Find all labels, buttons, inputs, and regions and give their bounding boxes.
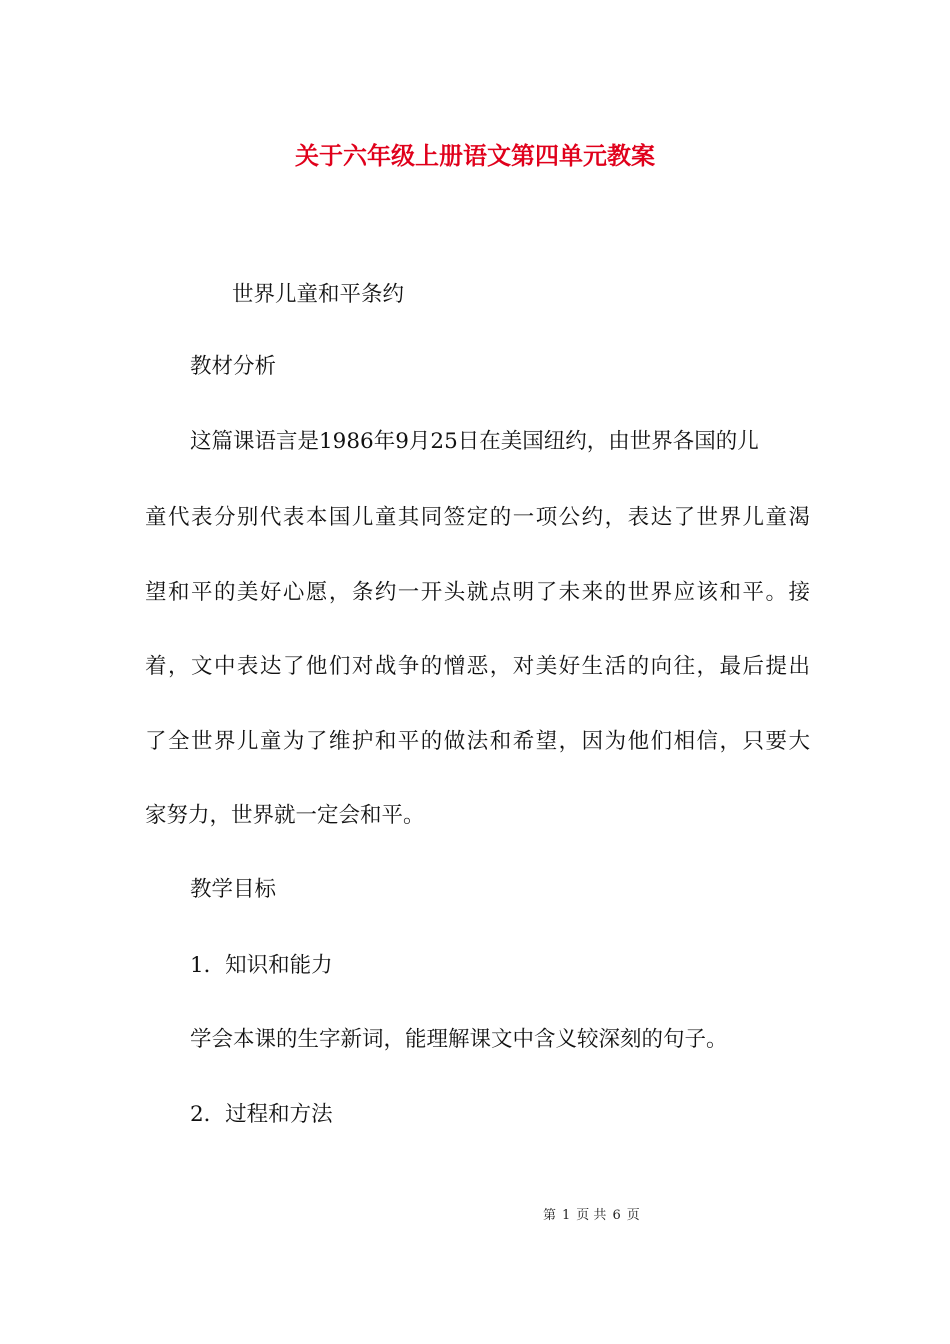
analysis-line-3: 望和平的美好心愿，条约一开头就点明了未来的世界应该和平。接 xyxy=(145,580,810,605)
heading-goals: 教学目标 xyxy=(190,877,277,902)
lesson-title: 世界儿童和平条约 xyxy=(232,282,405,307)
footer-total-pages: 6 xyxy=(612,1208,621,1223)
document-title: 关于六年级上册语文第四单元教案 xyxy=(295,141,655,170)
analysis-line-5: 了全世界儿童为了维护和平的做法和希望，因为他们相信，只要大 xyxy=(145,729,810,754)
footer-current-page: 1 xyxy=(562,1208,571,1223)
footer-prefix: 第 xyxy=(543,1208,557,1223)
goal2-heading: 2．过程和方法 xyxy=(190,1102,333,1127)
analysis-line-6: 家努力，世界就一定会和平。 xyxy=(145,803,425,828)
heading-analysis: 教材分析 xyxy=(190,354,277,379)
analysis-line-1: 这篇课语言是1986年9月25日在美国纽约，由世界各国的儿 xyxy=(190,429,759,454)
page-footer xyxy=(540,1206,740,1226)
goal1-text: 学会本课的生字新词，能理解课文中含义较深刻的句子。 xyxy=(190,1027,728,1052)
footer-middle: 页 共 xyxy=(576,1208,607,1223)
goal1-heading: 1．知识和能力 xyxy=(190,953,333,978)
analysis-line-4: 着，文中表达了他们对战争的憎恶，对美好生活的向往，最后提出 xyxy=(145,654,810,679)
analysis-line-2: 童代表分别代表本国儿童其同签定的一项公约，表达了世界儿童渴 xyxy=(145,505,810,530)
footer-suffix: 页 xyxy=(626,1208,640,1223)
